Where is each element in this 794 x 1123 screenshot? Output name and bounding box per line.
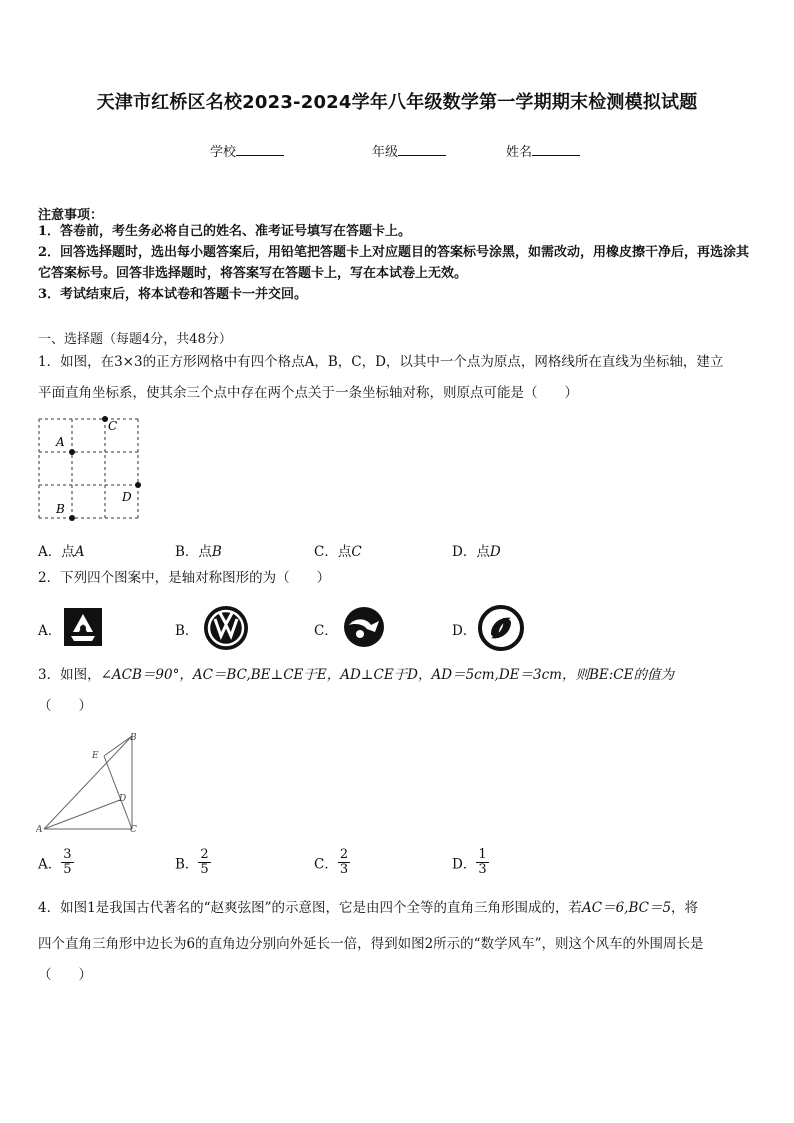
q4-text-line2: 四个直角三角形中边长为6的直角边分别向外延长一倍，得到如图2所示的“数学风车”，则这个风车的外围周长是 [38,936,704,952]
q3-text [38,660,760,691]
q1-option-a[interactable] [38,540,85,560]
notes-heading: 注意事项： [38,208,104,223]
segment-ad [44,800,120,829]
segment-ab [44,736,132,829]
q3-prefix: 3．如图， [38,667,101,683]
vw-logo-icon [202,604,250,652]
q3-option-d-label: D． [452,856,477,873]
point-d [135,482,141,488]
q1-option-b-point: B [211,544,222,560]
grade-label: 年级 [372,145,399,160]
q1-option-d[interactable] [452,540,501,560]
q1-text-line1: 1．如图，在3×3的正方形网格中有四个格点A，B，C，D，以其中一个点为原点，网格线所在直线为坐标轴，建立 [38,354,724,370]
q2-option-d[interactable]: D． [452,623,477,639]
school-label: 学校 [210,145,237,160]
recycle-logo-icon [62,606,104,648]
grade-blank[interactable] [398,143,446,156]
q3-option-c[interactable] [314,848,350,877]
q2-option-b[interactable]: B． [175,623,199,639]
q2-text: 2．下列四个图案中，是轴对称图形的为（ ） [38,570,331,586]
q3-option-b[interactable] [175,848,211,877]
q1-option-a-label: A．点 [38,544,75,560]
q1-option-c-label: C．点 [314,544,352,560]
label-b: B [130,733,137,743]
label-a: A [56,435,65,449]
label-c: C [108,419,118,433]
q1-option-c-point: C [351,544,362,560]
q1-option-d-point: D [489,544,501,560]
name-field[interactable] [506,141,580,160]
q3-option-d-fraction: $\frac{1}{3}$ [478,847,487,877]
q1-option-d-label: D．点 [452,544,490,560]
q3-option-a[interactable] [38,848,74,877]
label-d: D [122,490,132,504]
q3-option-b-label: B． [175,856,199,873]
school-blank[interactable] [236,143,284,156]
q3-triangle-figure [36,730,146,838]
label-c: C [130,825,137,835]
segment-eb [104,736,132,756]
name-label: 姓名 [506,145,533,160]
name-blank[interactable] [532,143,580,156]
label-b: B [56,502,65,516]
label-a: A [36,825,43,835]
note-2: 2．回答选择题时，选出每小题答案后，用铅笔把答题卡上对应题目的答案标号涂黑，如需改动，用橡皮擦干净后，再选涂其它答案标号。回答非选择题时，将答案写在答题卡上，写在本试卷上无效。 [38,245,750,281]
q3-option-a-fraction: $\frac{3}{5}$ [63,847,72,877]
note-3: 3．考试结束后，将本试卷和答题卡一并交回。 [38,287,308,302]
q1-option-b-label: B．点 [175,544,212,560]
dongfeng-logo-icon [477,604,525,652]
label-e: E [92,751,99,761]
q3-option-c-fraction: $\frac{2}{3}$ [339,847,349,877]
swirl-logo-icon [341,604,387,650]
segment-ce [104,756,132,829]
q4-text-start: 4．如图1是我国古代著名的“赵爽弦图”的示意图，它是由四个全等的直角三角形围成的，若 [38,900,582,916]
school-field[interactable] [210,141,284,160]
q2-option-a[interactable]: A． [38,623,62,639]
point-a [69,449,75,455]
q4-paren: （ ） [38,967,92,983]
q4-text-line1 [38,893,760,924]
note-1: 1．答卷前，考生务必将自己的姓名、准考证号填写在答题卡上。 [38,224,412,239]
q1-option-b[interactable] [175,540,222,560]
q3-option-c-label: C． [314,856,338,873]
q1-grid-figure [36,414,146,526]
q1-option-a-point: A [74,544,85,560]
q1-text-line2: 平面直角坐标系，使其余三个点中存在两个点关于一条坐标轴对称，则原点可能是（ ） [38,385,578,401]
q3-paren: （ ） [38,698,92,714]
label-d: D [119,794,127,804]
q1-option-c[interactable] [314,540,362,560]
q4-text-end: ，将 [671,900,699,916]
page-title: 天津市红桥区名校2023-2024学年八年级数学第一学期期末检测模拟试题 [96,92,698,113]
grade-field[interactable] [372,141,446,160]
point-b [69,515,75,521]
q4-condition: AC＝6,BC＝5 [581,900,672,916]
q3-option-a-label: A． [38,856,62,873]
section-heading: 一、选择题（每题4分，共48分） [38,332,232,347]
q2-option-c[interactable]: C． [314,623,338,639]
q3-condition: ∠ACB＝90°，AC＝BC,BE⊥CE于E，AD⊥CE于D，AD＝5cm,DE＝3cm，则BE:CE的值为 [100,667,674,683]
q3-option-b-fraction: $\frac{2}{5}$ [200,847,209,877]
q3-option-d[interactable] [452,848,489,877]
